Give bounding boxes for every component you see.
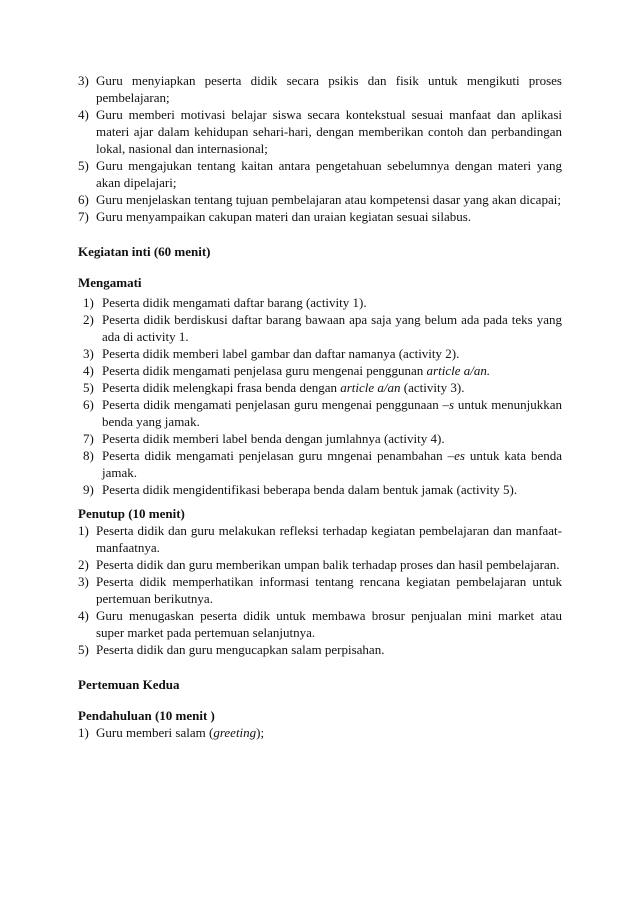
item-text: Peserta didik berdiskusi daftar barang bawaan apa saja yang belum ada pada teks yang ada di activity 1. (102, 312, 562, 344)
list-item (78, 556, 562, 573)
list-item (78, 191, 562, 208)
list-pendahuluan (78, 724, 562, 741)
heading-kegiatan-inti: Kegiatan inti (60 menit) (78, 244, 211, 259)
item-number: 5) (83, 380, 94, 395)
item-number: 3) (78, 73, 89, 88)
item-text: Peserta didik memperhatikan informasi tentang rencana kegiatan pembelajaran untuk pertemuan berikutnya. (96, 574, 562, 606)
list-pendahuluan-lanjutan (78, 72, 562, 225)
item-number: 6) (78, 192, 89, 207)
item-number: 1) (78, 523, 89, 538)
list-item (78, 362, 562, 379)
item-text: Peserta didik mengidentifikasi beberapa benda dalam bentuk jamak (activity 5). (102, 482, 518, 497)
item-text-italic: greeting (213, 725, 257, 740)
list-item (78, 724, 562, 741)
list-penutup (78, 522, 562, 658)
item-text: Peserta didik memberi label benda dengan jumlahnya (activity 4). (102, 431, 445, 446)
item-number: 8) (83, 448, 94, 463)
list-item (78, 641, 562, 658)
item-text: Guru menjelaskan tentang tujuan pembelajaran atau kompetensi dasar yang akan dicapai; (96, 192, 561, 207)
item-text-italic: –es (447, 448, 465, 463)
list-item (78, 311, 562, 345)
heading-penutup: Penutup (10 menit) (78, 506, 185, 521)
item-text: Peserta didik memberi label gambar dan daftar namanya (activity 2). (102, 346, 460, 361)
item-number: 4) (83, 363, 94, 378)
item-text-suffix: ); (256, 725, 265, 740)
item-number: 2) (83, 312, 94, 327)
list-item (78, 294, 562, 311)
item-text: Guru mengajukan tentang kaitan antara pengetahuan sebelumnya dengan materi yang akan dipelajari; (96, 158, 562, 190)
item-text-suffix: (activity 3). (400, 380, 465, 395)
item-number: 9) (83, 482, 94, 497)
list-item (78, 72, 562, 106)
item-text-italic: article a/an (340, 380, 401, 395)
list-item (78, 573, 562, 607)
item-text: Peserta didik mengamati penjelasa guru mengenai penggunan (102, 363, 427, 378)
item-number: 3) (83, 346, 94, 361)
item-text: Peserta didik melengkapi frasa benda dengan (102, 380, 341, 395)
list-item (78, 447, 562, 481)
heading-pendahuluan: Pendahuluan (10 menit ) (78, 708, 215, 723)
item-text: Peserta didik dan guru melakukan refleksi terhadap kegiatan pembelajaran dan manfaat-manfaatnya. (96, 523, 562, 555)
list-item (78, 481, 562, 498)
list-item (78, 106, 562, 157)
heading-pertemuan-kedua: Pertemuan Kedua (78, 677, 180, 692)
list-item (78, 208, 562, 225)
item-text: Guru memberi motivasi belajar siswa secara kontekstual sesuai manfaat dan aplikasi materi ajar dalam kehidupan sehari-hari, dengan memberikan contoh dan perbandingan lokal, nasional dan internasional; (96, 107, 562, 156)
item-number: 1) (83, 295, 94, 310)
list-item (78, 607, 562, 641)
list-item (78, 379, 562, 396)
list-mengamati (78, 294, 562, 498)
list-item (78, 522, 562, 556)
item-number: 7) (78, 209, 89, 224)
list-item (78, 396, 562, 430)
item-number: 7) (83, 431, 94, 446)
item-text: Guru menugaskan peserta didik untuk membawa brosur penjualan mini market atau super market pada pertemuan selanjutnya. (96, 608, 562, 640)
heading-mengamati: Mengamati (78, 275, 142, 290)
item-number: 5) (78, 642, 89, 657)
item-number: 3) (78, 574, 89, 589)
item-text-italic: article a/an. (426, 363, 491, 378)
item-number: 4) (78, 107, 89, 122)
item-text: Peserta didik mengamati penjelasan guru mngenai penambahan (102, 448, 448, 463)
item-number: 6) (83, 397, 94, 412)
item-number: 2) (78, 557, 89, 572)
item-text: Guru menyiapkan peserta didik secara psikis dan fisik untuk mengikuti proses pembelajaran; (96, 73, 562, 105)
item-text: Peserta didik dan guru memberikan umpan balik terhadap proses dan hasil pembelajaran. (96, 557, 560, 572)
item-text: Peserta didik mengamati penjelasan guru mengenai penggunaan (102, 397, 443, 412)
item-text-suffix: untuk menunjukkan benda yang jamak. (102, 397, 562, 429)
document-page (78, 72, 562, 741)
item-text: Peserta didik mengamati daftar barang (activity 1). (102, 295, 367, 310)
list-item (78, 430, 562, 447)
item-text-italic: –s (442, 397, 455, 412)
item-number: 5) (78, 158, 89, 173)
item-text: Guru menyampaikan cakupan materi dan uraian kegiatan sesuai silabus. (96, 209, 472, 224)
list-item (78, 345, 562, 362)
item-text: Peserta didik dan guru mengucapkan salam perpisahan. (96, 642, 385, 657)
list-item (78, 157, 562, 191)
item-text: Guru memberi salam ( (96, 725, 214, 740)
item-number: 1) (78, 725, 89, 740)
item-text-suffix: untuk kata benda jamak. (102, 448, 562, 480)
item-number: 4) (78, 608, 89, 623)
